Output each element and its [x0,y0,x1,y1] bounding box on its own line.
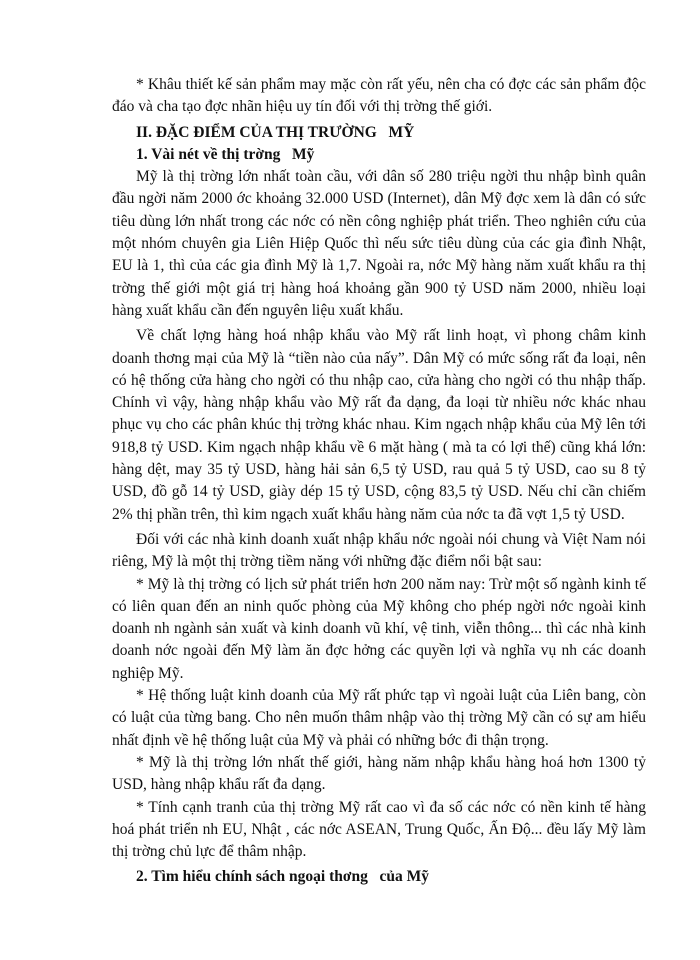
paragraph-design-weakness: * Khâu thiết kế sản phẩm may mặc còn rất yếu, nên cha có đợc các sản phẩm độc đáo và cha tạo đợc nhãn hiệu uy tín đối với thị trờng thế giới. [112,76,646,116]
subsection-heading-overview: 1. Vài nét về thị trờng Mỹ [136,145,315,163]
subsection-heading-trade-policy: 2. Tìm hiểu chính sách ngoại thơng của Mỹ [136,868,429,886]
paragraph-history: * Mỹ là thị trờng có lịch sử phát triển hơn 200 năm nay: Trừ một số ngành kinh tế có liên quan đến an ninh quốc phòng của Mỹ không cho phép ngời nớc ngoài kinh doanh nh ngành sản xuất và kinh doanh vũ khí, vệ tinh, viễn thông... thì các nhà kinh doanh nớc ngoài đến Mỹ làm ăn đợc hởng các quyền lợi và nghĩa vụ nh các doanh nghiệp Mỹ. [112,575,646,682]
paragraph-legal-system: * Hệ thống luật kinh doanh của Mỹ rất phức tạp vì ngoài luật của Liên bang, còn có luật của từng bang. Cho nên muốn thâm nhập vào thị trờng Mỹ cần có sự am hiểu nhất định về hệ thống luật của Mỹ và phải có những bớc đi thận trọng. [112,687,646,749]
paragraph-market-size: Mỹ là thị trờng lớn nhất toàn cầu, với dân số 280 triệu ngời thu nhập bình quân đầu ngời năm 2000 ớc khoảng 32.000 USD (Internet), dân Mỹ đợc xem là dân có sức tiêu dùng lớn nhất trong các nớc có nền công nghiệp phát triển. Theo nghiên cứu của một nhóm chuyên gia Liên Hiệp Quốc thì nếu sức tiêu dùng của các gia đình Nhật, EU là 1, thì của các gia đình Mỹ là 1,7. Ngoài ra, nớc Mỹ hàng năm xuất khẩu ra thị trờng thế giới một giá trị hàng hoá khoảng gần 900 tỷ USD năm 2000, nhiều loại hàng xuất khẩu cần đến nguyên liệu xuất khẩu. [112,168,646,319]
document-body [112,74,646,889]
section-heading-us-market: II. ĐẶC ĐIỂM CỦA THỊ TRƯỜNG MỸ [136,123,415,141]
paragraph-features-intro: Đối với các nhà kinh doanh xuất nhập khẩu nớc ngoài nói chung và Việt Nam nói riêng, Mỹ là một thị trờng tiềm năng với những đặc điểm nổi bật sau: [112,530,646,571]
paragraph-competition: * Tính cạnh tranh của thị trờng Mỹ rất cao vì đa số các nớc có nền kinh tế hàng hoá phát triển nh EU, Nhật , các nớc ASEAN, Trung Quốc, Ấn Độ... đều lấy Mỹ làm thị trờng chủ lực để thâm nhập. [112,798,646,861]
paragraph-import-quality: Về chất lợng hàng hoá nhập khẩu vào Mỹ rất linh hoạt, vì phong châm kinh doanh thơng mại của Mỹ là “tiền nào của nấy”. Dân Mỹ có mức sống rất đa loại, nên có hệ thống cửa hàng cho ngời có thu nhập cao, cửa hàng cho ngời có thu nhập thấp. Chính vì vậy, hàng nhập khẩu vào Mỹ rất đa dạng, đa loại từ nhiều nớc khác nhau phục vụ cho các phân khúc thị trờng khác nhau. Kim ngạch nhập khẩu của Mỹ lên tới 918,8 tỷ USD. Kim ngạch nhập khẩu về 6 mặt hàng ( mà ta có lợi thế) cũng khá lớn: hàng dệt, may 35 tỷ USD, hàng hải sản 6,5 tỷ USD, rau quả 5 tỷ USD, cao su 8 tỷ USD, đồ gỗ 14 tỷ USD, giày dép 15 tỷ USD, cộng 83,5 tỷ USD. Nếu chỉ cần chiếm 2% thị phần trên, thì kim ngạch xuất khẩu hàng năm của nớc ta đã vợt 1,5 tỷ USD. [112,327,646,523]
paragraph-largest-market: * Mỹ là thị trờng lớn nhất thế giới, hàng năm nhập khẩu hàng hoá hơn 1300 tỷ USD, hàng nhập khẩu rất đa dạng. [112,753,646,794]
